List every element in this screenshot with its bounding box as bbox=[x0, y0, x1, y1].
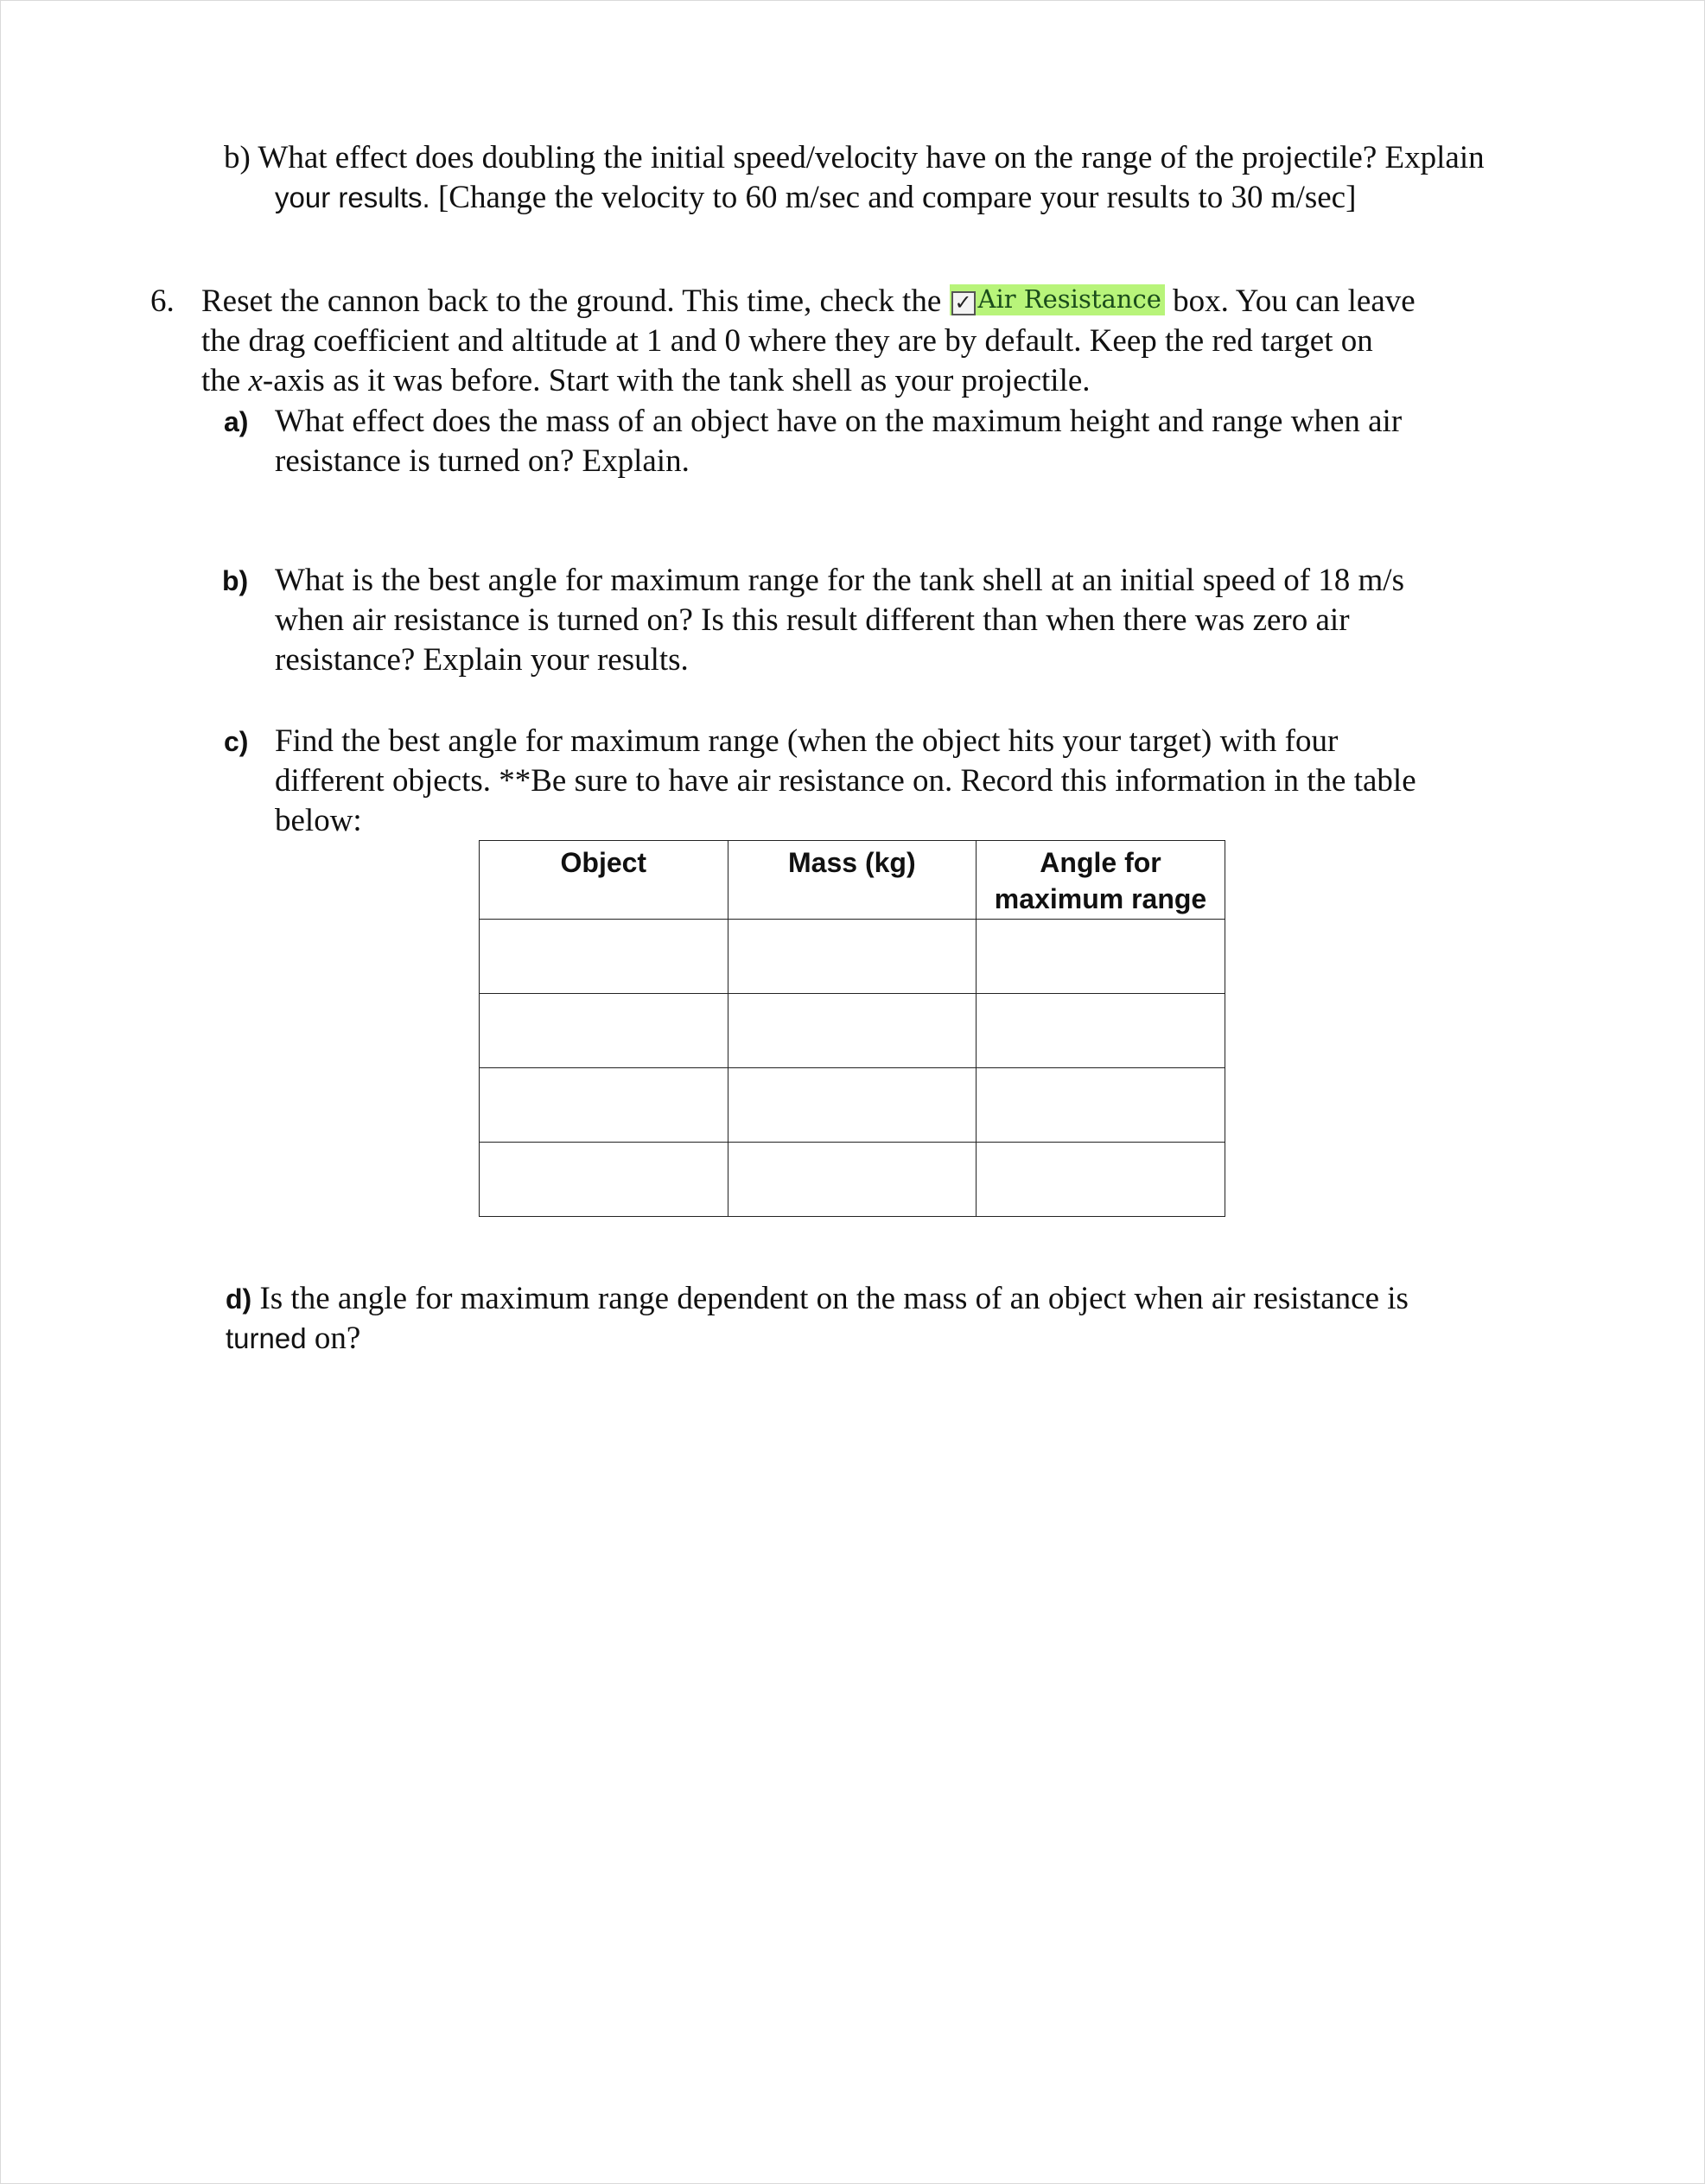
q6c-line-2 bbox=[275, 761, 1416, 801]
q6c-line-3 bbox=[275, 801, 362, 841]
table-cell-object[interactable] bbox=[480, 994, 728, 1068]
table-cell-angle[interactable] bbox=[977, 1143, 1225, 1217]
q6a-line-1 bbox=[275, 402, 1402, 442]
q6c-label bbox=[224, 722, 248, 761]
table-cell-object[interactable] bbox=[480, 1143, 728, 1217]
q6d-text-1: Is the angle for maximum range dependent on the mass of an object when air resistance is bbox=[251, 1281, 1409, 1316]
air-resistance-label: Air Resistance bbox=[977, 284, 1161, 314]
q6b-line-3 bbox=[275, 640, 689, 680]
q6c-text-1: Find the best angle for maximum range (when the object hits your target) with four bbox=[275, 723, 1339, 759]
table-row bbox=[480, 1143, 1225, 1217]
q6c-text-3: below: bbox=[275, 803, 362, 838]
q6-line-1 bbox=[201, 282, 1416, 322]
q6d-line-1 bbox=[226, 1279, 1409, 1319]
q6a-line-2 bbox=[275, 442, 690, 481]
q6d-line-2 bbox=[226, 1319, 360, 1359]
table-cell-object[interactable] bbox=[480, 920, 728, 994]
q6a-label bbox=[224, 402, 248, 442]
q6b-line-1 bbox=[275, 561, 1404, 601]
table-cell-mass[interactable] bbox=[728, 920, 976, 994]
q6b-line-2 bbox=[275, 601, 1350, 640]
q6-text-3-post: -axis as it was before. Start with the tank shell as your projectile. bbox=[262, 363, 1091, 398]
q6d-text-2-serif: on? bbox=[306, 1321, 361, 1356]
table-cell-angle[interactable] bbox=[977, 994, 1225, 1068]
header-mass: Mass (kg) bbox=[728, 841, 976, 920]
checkbox-check-icon[interactable]: ✓ bbox=[951, 291, 976, 315]
q6-number-label: 6. bbox=[150, 283, 175, 319]
q6-number bbox=[150, 282, 175, 322]
q6a-text-1: What effect does the mass of an object have on the maximum height and range when air bbox=[275, 404, 1403, 439]
table-row bbox=[480, 994, 1225, 1068]
q6b-text-3: resistance? Explain your results. bbox=[275, 642, 689, 678]
q6-line-3 bbox=[201, 361, 1091, 401]
q6a-text-2: resistance is turned on? Explain. bbox=[275, 443, 690, 479]
table-cell-angle[interactable] bbox=[977, 920, 1225, 994]
q6b-label bbox=[222, 561, 248, 601]
q6c-label-text: c) bbox=[224, 726, 249, 757]
q5b-line-1 bbox=[224, 138, 1485, 178]
q5b-line-2 bbox=[275, 178, 1356, 218]
q6b-label-text: b) bbox=[222, 565, 249, 596]
header-object: Object bbox=[480, 841, 728, 920]
mass-angle-table bbox=[479, 840, 1225, 1217]
table-cell-object[interactable] bbox=[480, 1068, 728, 1143]
air-resistance-checkbox[interactable] bbox=[950, 284, 1165, 315]
q6-text-3-var: x bbox=[248, 363, 263, 398]
q6b-text-1: What is the best angle for maximum range for the tank shell at an initial speed of 18 m/s bbox=[275, 563, 1404, 598]
q6c-line-1 bbox=[275, 722, 1338, 761]
q6-text-3-pre: the bbox=[201, 363, 249, 398]
q5b-text-2-serif: [Change the velocity to 60 m/sec and compare your results to 30 m/sec] bbox=[429, 180, 1357, 215]
q6d-text-2-sans: turned bbox=[226, 1322, 307, 1354]
q6a-label-text: a) bbox=[224, 406, 249, 437]
q5b-text-2-sans: your results. bbox=[275, 181, 430, 213]
q6-text-1-pre: Reset the cannon back to the ground. This time, check the bbox=[201, 283, 950, 319]
q6d-label-text: d) bbox=[226, 1283, 252, 1315]
table-header-row bbox=[480, 841, 1225, 920]
q5b-text-1: b) What effect does doubling the initial speed/velocity have on the range of the projectile? Explain bbox=[224, 140, 1485, 175]
q6b-text-2: when air resistance is turned on? Is this result different than when there was zero air bbox=[275, 602, 1350, 638]
q6-text-2: the drag coefficient and altitude at 1 and 0 where they are by default. Keep the red target on bbox=[201, 323, 1373, 359]
table-cell-mass[interactable] bbox=[728, 1068, 976, 1143]
q6-text-1-post: box. You can leave bbox=[1164, 283, 1416, 319]
table-cell-mass[interactable] bbox=[728, 994, 976, 1068]
q6c-text-2: different objects. **Be sure to have air resistance on. Record this information in the table bbox=[275, 763, 1416, 799]
header-angle: Angle for maximum range bbox=[977, 841, 1225, 920]
table-cell-mass[interactable] bbox=[728, 1143, 976, 1217]
q6-line-2 bbox=[201, 322, 1373, 361]
table-row bbox=[480, 1068, 1225, 1143]
table-row bbox=[480, 920, 1225, 994]
table-cell-angle[interactable] bbox=[977, 1068, 1225, 1143]
